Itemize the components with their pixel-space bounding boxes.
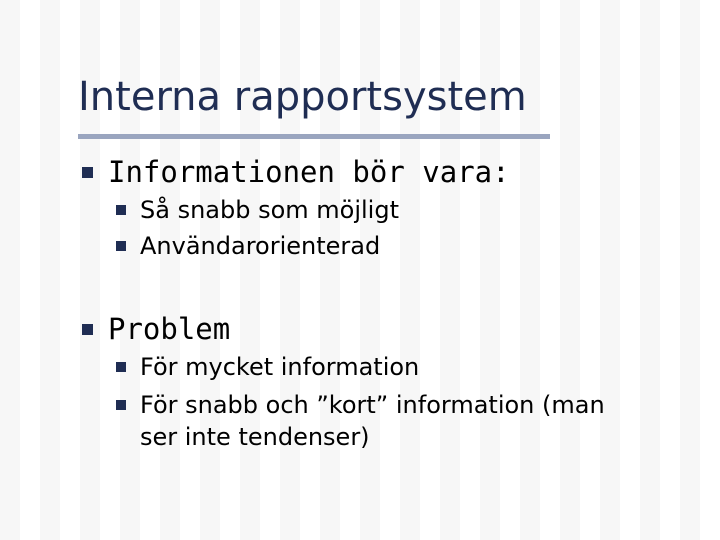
bullet-level2-for-mycket (112, 350, 692, 384)
bullet-text: Problem (108, 312, 231, 346)
square-bullet-icon (116, 400, 126, 410)
bullet-level2-for-snabb (112, 388, 702, 422)
bullet-text: Användarorienterad (140, 232, 381, 260)
title-underline (78, 134, 550, 139)
bullet-level1-problem (78, 312, 638, 346)
bullet-text: Så snabb som möjligt (140, 196, 399, 224)
square-bullet-icon (82, 324, 93, 335)
bullet-level2-anvandarorienterad (112, 229, 672, 263)
bullet-level2-continuation (112, 420, 702, 454)
bullet-text-continuation: ser inte tendenser) (140, 423, 370, 451)
square-bullet-icon (116, 205, 126, 215)
square-bullet-icon (116, 241, 126, 251)
bullet-text: Informationen bör vara: (108, 155, 510, 189)
bullet-level2-snabb (112, 193, 672, 227)
slide-title: Interna rapportsystem (78, 74, 527, 120)
square-bullet-icon (82, 167, 93, 178)
bullet-text: För mycket information (140, 353, 420, 381)
square-bullet-icon (116, 362, 126, 372)
bullet-level1-informationen (78, 155, 638, 189)
bullet-text: För snabb och ”kort” information (man (140, 391, 605, 419)
